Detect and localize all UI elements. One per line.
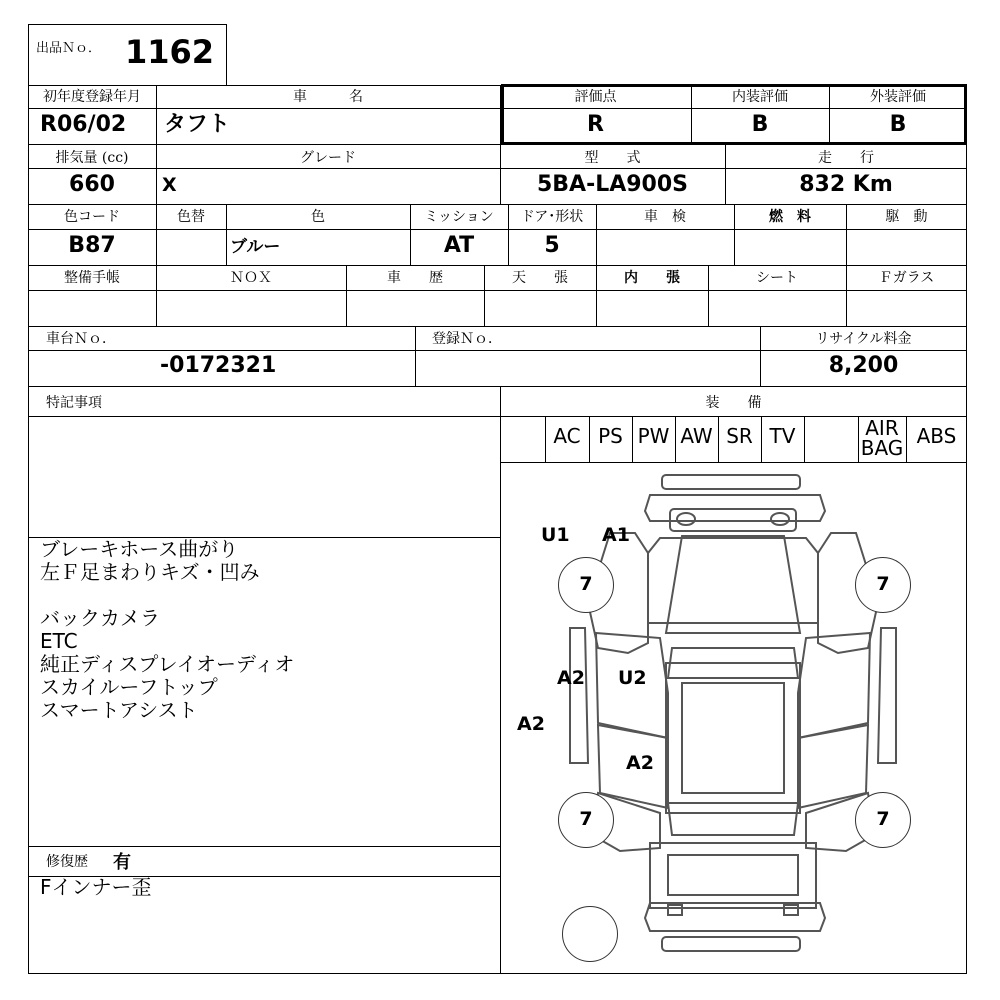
repair-divider	[28, 846, 500, 847]
taillight-right	[784, 905, 798, 915]
headlight-right	[771, 513, 789, 525]
damage-mark: A2	[557, 667, 585, 689]
repair-history-value: 有	[113, 852, 131, 873]
interior-trim-label: 内 張	[624, 270, 680, 286]
row-line	[28, 326, 967, 327]
equipment-label: 装 備	[705, 395, 762, 411]
model-label: 型 式	[584, 150, 641, 166]
front-bumper-top	[662, 475, 800, 489]
model-value: 5BA-LA900S	[536, 172, 689, 197]
color-code-label: 色コード	[64, 209, 120, 225]
interior-score-value: B	[751, 112, 769, 137]
remark-line	[40, 584, 294, 607]
rear-window	[668, 803, 798, 835]
row-line	[28, 168, 967, 169]
side-step-right	[878, 628, 896, 763]
registration-number-label: 登録Ｎｏ．	[432, 331, 502, 347]
row-line	[28, 350, 967, 351]
vehicle-history-label: 車 歴	[387, 270, 443, 286]
row-line	[28, 229, 967, 230]
recycle-fee-value: 8,200	[828, 353, 899, 378]
taillight-left	[668, 905, 682, 915]
equipment-item: AC	[553, 424, 581, 448]
mission-value: AT	[443, 233, 475, 258]
side-step-left	[570, 628, 588, 763]
tire-front-right: 7	[855, 557, 911, 613]
mileage-label: 走 行	[818, 150, 874, 166]
car-diagram	[500, 463, 966, 973]
lot-number-label: 出品Ｎｏ．	[36, 41, 102, 56]
front-glass-label: Ｆガラス	[878, 270, 935, 286]
grade-value: X	[162, 174, 177, 196]
remark-line: バックカメラ	[40, 606, 160, 630]
damage-mark: A1	[602, 524, 630, 546]
score-label: 評価点	[574, 89, 617, 105]
first-registration-value: R06/02	[40, 112, 127, 137]
color-value: ブルー	[230, 237, 281, 257]
row-line	[28, 290, 967, 291]
damage-mark: A2	[517, 713, 545, 735]
rear-bumper-bottom	[662, 937, 800, 951]
hood-inner	[666, 536, 800, 633]
door-value: 5	[544, 233, 560, 258]
repair-detail: Fインナー歪	[40, 875, 152, 899]
inspection-label: 車 検	[644, 209, 686, 225]
equipment-item: AW	[680, 424, 713, 448]
displacement-label: 排気量 (cc)	[55, 150, 129, 166]
lot-number-value: 1162	[125, 33, 215, 71]
hood	[648, 538, 818, 623]
service-record-label: 整備手帳	[64, 270, 120, 286]
car-name-value: タフト	[164, 112, 231, 137]
row-line	[28, 386, 967, 387]
recycle-fee-label: リサイクル料金	[815, 331, 912, 347]
remark-line: スカイルーフトップ	[40, 675, 218, 699]
chassis-number-value: -0172321	[160, 353, 277, 378]
color-change-label: 色替	[177, 209, 205, 225]
tire-front-left: 7	[558, 557, 614, 613]
equipment-item: TV	[769, 424, 796, 448]
tire-rear-right: 7	[855, 792, 911, 848]
equipment-divider	[804, 416, 805, 462]
remark-line: 純正ディスプレイオーディオ	[40, 652, 295, 676]
seat-label: シート	[756, 270, 798, 286]
roof	[682, 683, 784, 793]
remark-line: ETC	[40, 629, 78, 653]
score-value: R	[587, 112, 604, 137]
back-door	[650, 843, 816, 908]
car-name-label: 車 名	[293, 89, 363, 105]
remark-line: 左Ｆ足まわりキズ・凹み	[40, 560, 260, 584]
row-line	[28, 204, 967, 205]
damage-mark: U2	[618, 667, 647, 689]
grade-label: グレード	[300, 150, 356, 166]
equipment-item: PS	[598, 424, 623, 448]
nox-label: ＮＯＸ	[230, 270, 272, 286]
back-door-panel	[668, 855, 798, 895]
spare-tire	[562, 906, 618, 962]
cabin	[666, 663, 800, 813]
color-code-value: B87	[68, 233, 116, 258]
equipment-item: ABS	[916, 424, 957, 448]
chassis-number-label: 車台Ｎｏ．	[46, 331, 116, 347]
mileage-value: 832 Km	[799, 172, 893, 197]
remarks-lines	[40, 538, 294, 722]
repair-history-label: 修復歴	[46, 854, 88, 870]
exterior-score-value: B	[889, 112, 907, 137]
roof-lining-label: 天 張	[512, 270, 568, 286]
damage-mark: U1	[541, 524, 570, 546]
remarks-label: 特記事項	[46, 395, 102, 411]
color-label: 色	[311, 209, 325, 225]
row-line	[28, 416, 967, 417]
row-line	[28, 265, 967, 266]
door-label: ドア･形状	[520, 209, 584, 225]
drive-label: 駆 動	[885, 209, 928, 225]
first-registration-label: 初年度登録年月	[43, 89, 141, 105]
exterior-score-label: 外装評価	[870, 89, 926, 105]
displacement-value: 660	[69, 172, 115, 197]
col-line	[415, 326, 416, 386]
equipment-item: AIR BAG	[860, 416, 904, 460]
mission-label: ミッション	[424, 209, 494, 225]
interior-score-label: 内装評価	[732, 89, 788, 105]
remark-line: スマートアシスト	[40, 698, 198, 722]
tire-rear-left: 7	[558, 792, 614, 848]
equipment-item: PW	[637, 424, 670, 448]
fuel-label: 燃 料	[769, 209, 811, 225]
damage-mark: A2	[626, 752, 654, 774]
remark-line: ブレーキホース曲がり	[40, 537, 239, 561]
headlight-left	[677, 513, 695, 525]
equipment-item: SR	[726, 424, 753, 448]
